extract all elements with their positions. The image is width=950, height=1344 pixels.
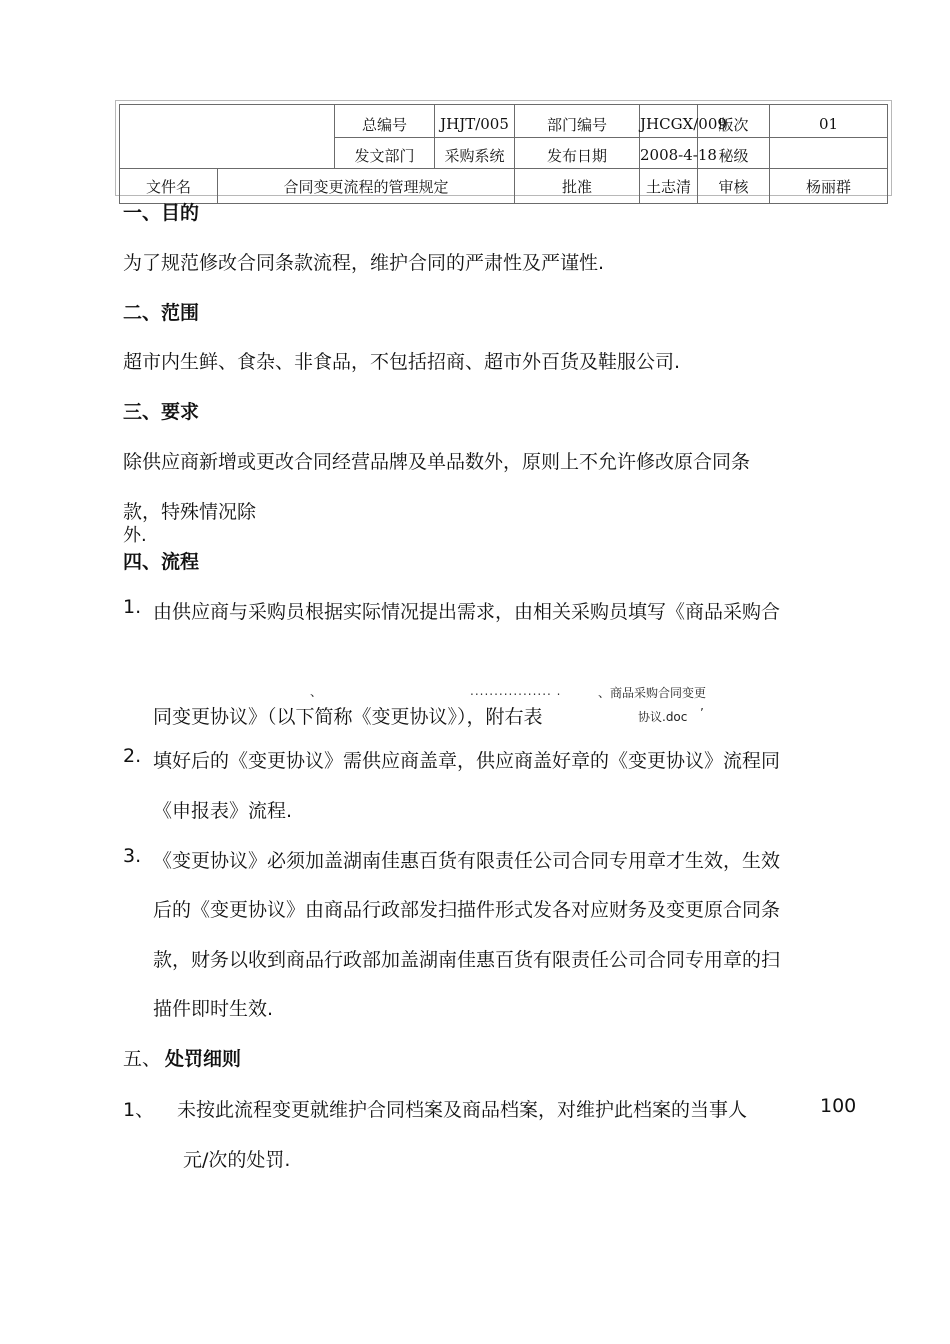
process-item-2-line-2: 《申报表》流程.	[153, 800, 293, 822]
section-heading-purpose: 一、目的	[123, 202, 200, 224]
version-value: 01	[770, 105, 888, 138]
penalty-item-1-line-2: 元/次的处罚.	[183, 1149, 291, 1171]
requirements-line-1: 除供应商新增或更改合同经营品牌及单品数外，原则上不允许修改原合同条	[123, 451, 751, 473]
section-heading-scope: 二、范围	[123, 302, 200, 324]
reviewer-label: 审核	[698, 169, 770, 204]
total-number-value: JHJT/005	[435, 105, 515, 138]
section-heading-penalty: 处罚细则	[165, 1048, 242, 1070]
approver-value: 土志清	[640, 169, 698, 204]
penalty-item-number: 1、	[123, 1099, 155, 1121]
document-header-table	[115, 100, 892, 196]
file-name-label: 文件名	[120, 169, 218, 204]
confidentiality-value	[770, 138, 888, 169]
purpose-text: 为了规范修改合同条款流程，维护合同的严肃性及严谨性.	[123, 252, 605, 274]
attachment-link-name[interactable]: 、商品采购合同变更	[598, 686, 707, 700]
process-item-1-line-2: 同变更协议》（以下简称《变更协议》），附右表	[153, 706, 543, 728]
section-heading-requirements: 三、要求	[123, 401, 200, 423]
penalty-item-1-line-1: 未按此流程变更就维护合同档案及商品档案，对维护此档案的当事人	[177, 1099, 748, 1121]
process-item-number: 1.	[123, 596, 142, 618]
publish-date-label: 发布日期	[515, 138, 640, 169]
total-number-label: 总编号	[335, 105, 435, 138]
scope-text: 超市内生鲜、食杂、非食品，不包括招商、超市外百货及鞋服公司.	[123, 351, 681, 373]
blank-cell	[120, 138, 335, 169]
process-item-3-line-4: 描件即时生效.	[153, 998, 274, 1020]
dept-number-label: 部门编号	[515, 105, 640, 138]
process-item-3-line-2: 后的《变更协议》由商品行政部发扫描件形式发各对应财务及变更原合同条	[153, 899, 781, 921]
requirements-line-2: 款，特殊情况除	[123, 501, 257, 523]
file-name-value: 合同变更流程的管理规定	[218, 169, 515, 204]
blank-cell	[120, 105, 335, 138]
section-heading-process: 四、流程	[123, 551, 200, 573]
process-item-3-line-1: 《变更协议》必须加盖湖南佳惠百货有限责任公司合同专用章才生效，生效	[153, 850, 781, 872]
version-label: 版次	[698, 105, 770, 138]
requirements-line-3: 外.	[123, 525, 147, 546]
issuing-dept-value: 采购系统	[435, 138, 515, 169]
publish-date-value: 2008-4-18	[640, 138, 698, 169]
penalty-amount: 100	[820, 1095, 857, 1117]
attachment-quote: ’	[700, 706, 704, 720]
approver-label: 批准	[515, 169, 640, 204]
attachment-file-name[interactable]: 协议.doc	[638, 710, 688, 724]
attachment-dots: ................. .	[470, 684, 562, 698]
process-item-2-line-1: 填好后的《变更协议》需供应商盖章，供应商盖好章的《变更协议》流程同	[153, 750, 781, 772]
dept-number-value: JHCGX/009	[640, 105, 698, 138]
confidentiality-label: 秘级	[698, 138, 770, 169]
reviewer-value: 杨丽群	[770, 169, 888, 204]
process-item-number: 3.	[123, 845, 142, 867]
issuing-dept-label: 发文部门	[335, 138, 435, 169]
attachment-tick: 、	[310, 685, 323, 699]
section-heading-penalty-prefix: 五、	[123, 1048, 162, 1070]
process-item-1-line-1: 由供应商与采购员根据实际情况提出需求，由相关采购员填写《商品采购合	[153, 601, 781, 623]
process-item-3-line-3: 款，财务以收到商品行政部加盖湖南佳惠百货有限责任公司合同专用章的扫	[153, 949, 781, 971]
process-item-number: 2.	[123, 745, 142, 767]
